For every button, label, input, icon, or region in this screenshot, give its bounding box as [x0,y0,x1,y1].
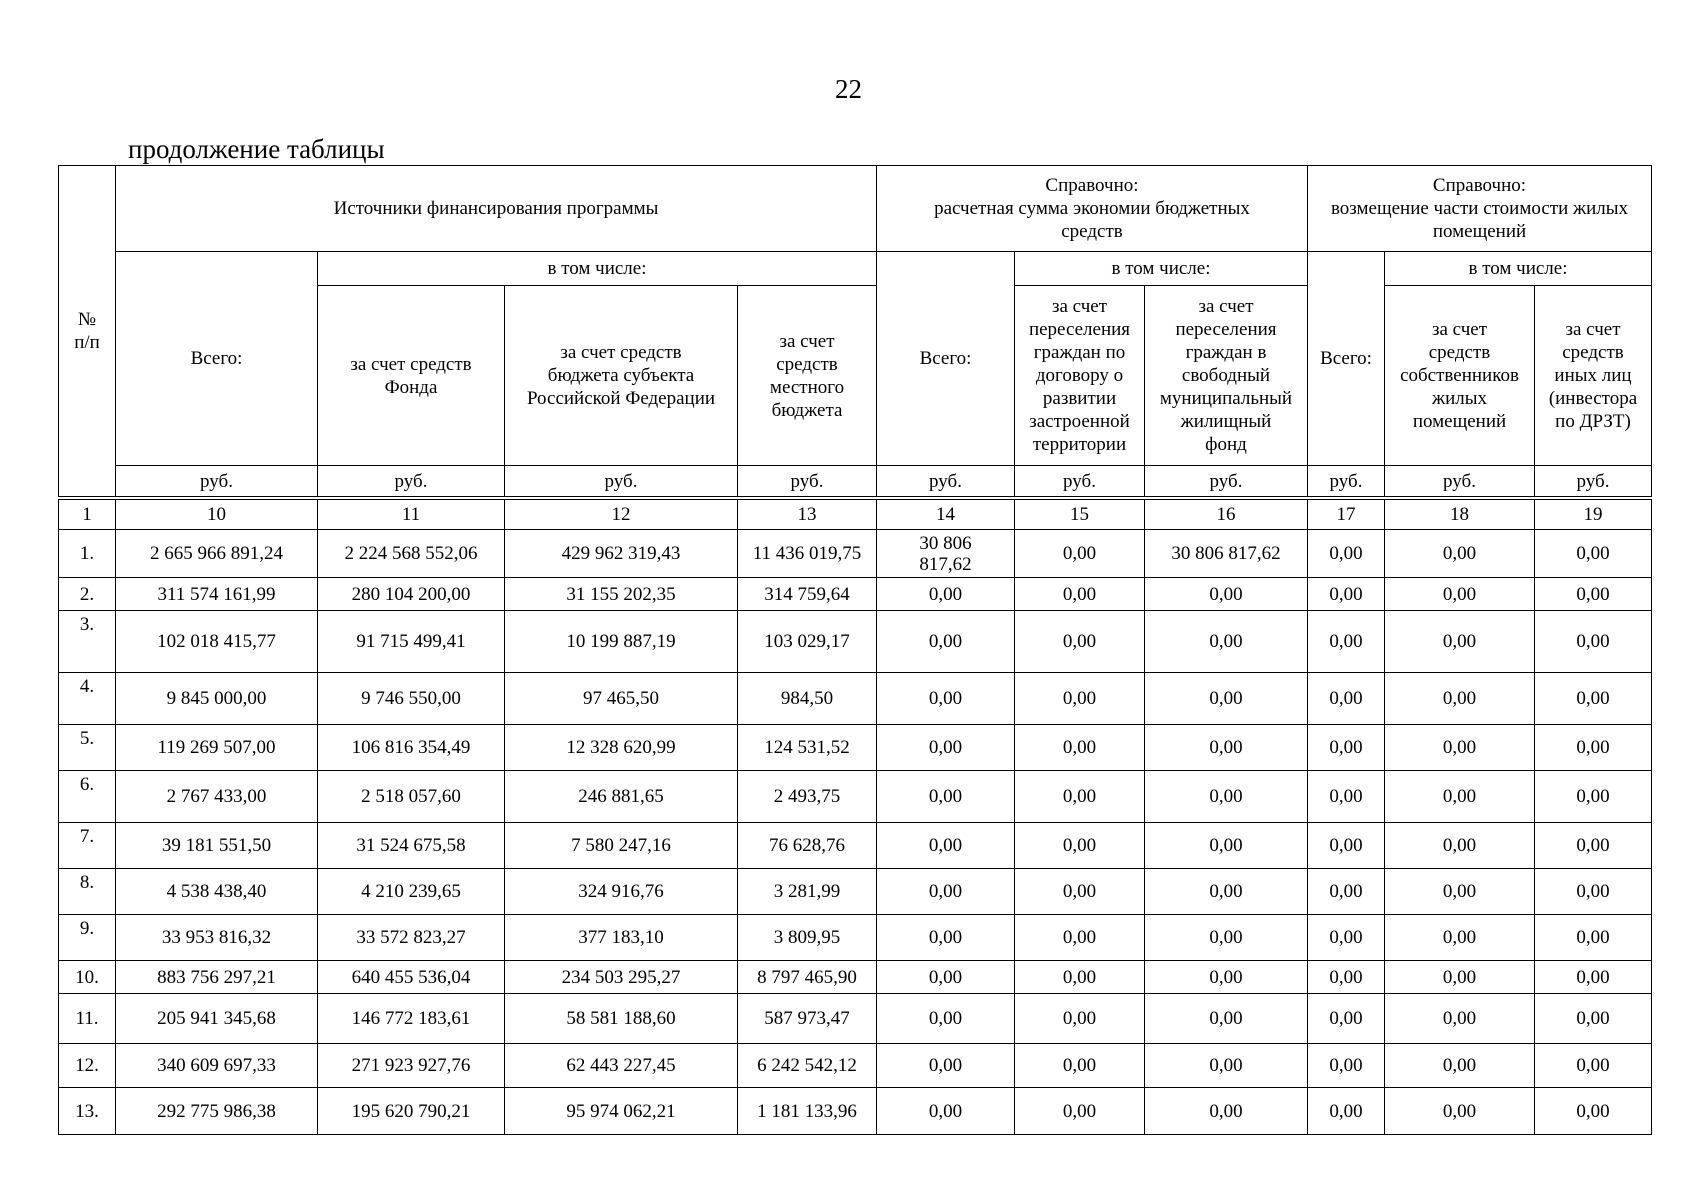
unit-cell: руб. [505,466,738,497]
row-cell: 0,00 [1308,823,1385,869]
header-local-budget: за счет средств местного бюджета [738,286,877,466]
row-cell: 0,00 [1385,673,1535,725]
row-cell: 0,00 [1535,1044,1652,1088]
row-cell: 0,00 [1308,673,1385,725]
row-cell: 0,00 [1308,1044,1385,1088]
row-cell: 2 493,75 [738,771,877,823]
header-reference-economy: Справочно: расчетная сумма экономии бюджетных средств [877,166,1308,252]
row-cell: 246 881,65 [505,771,738,823]
row-cell: 0,00 [1145,1044,1308,1088]
row-cell: 0,00 [1145,611,1308,673]
row-cell: 0,00 [1015,611,1145,673]
row-cell: 0,00 [1308,611,1385,673]
row-cell: 0,00 [1535,823,1652,869]
row-cell: 2 224 568 552,06 [318,530,505,578]
row-cell: 124 531,52 [738,725,877,771]
row-cell: 0,00 [1308,725,1385,771]
header-free-municipal: за счет переселения граждан в свободный муниципальный жилищный фонд [1145,286,1308,466]
row-number: 4. [59,673,116,725]
row-number: 2. [59,578,116,611]
header-economy-including: в том числе: [1015,252,1308,286]
table-row [59,994,1652,1044]
row-cell: 883 756 297,21 [116,961,318,994]
row-cell: 11 436 019,75 [738,530,877,578]
table-header [58,165,1652,497]
row-cell: 31 155 202,35 [505,578,738,611]
row-cell: 292 775 986,38 [116,1088,318,1135]
row-cell: 0,00 [877,915,1015,961]
row-cell: 0,00 [877,725,1015,771]
row-cell: 280 104 200,00 [318,578,505,611]
row-cell: 0,00 [1385,823,1535,869]
column-number: 1 [59,500,116,530]
row-cell: 587 973,47 [738,994,877,1044]
row-cell: 0,00 [1535,611,1652,673]
column-number: 12 [505,500,738,530]
row-cell: 0,00 [1535,869,1652,915]
header-reference-compensation: Справочно: возмещение части стоимости жилых помещений [1308,166,1652,252]
row-cell: 984,50 [738,673,877,725]
header-economy-total: Всего: [877,252,1015,466]
row-cell: 0,00 [1015,961,1145,994]
row-cell: 0,00 [1145,771,1308,823]
row-cell: 95 974 062,21 [505,1088,738,1135]
row-number: 12. [59,1044,116,1088]
row-cell: 0,00 [1308,869,1385,915]
row-cell: 0,00 [1535,725,1652,771]
row-cell: 0,00 [1015,915,1145,961]
row-cell: 0,00 [1385,725,1535,771]
column-number: 15 [1015,500,1145,530]
header-financing-sources: Источники финансирования программы [116,166,877,252]
table-row [59,823,1652,869]
row-cell: 7 580 247,16 [505,823,738,869]
row-cell: 4 538 438,40 [116,869,318,915]
header-compensation-including: в том числе: [1385,252,1652,286]
row-number: 13. [59,1088,116,1135]
row-cell: 429 962 319,43 [505,530,738,578]
row-cell: 324 916,76 [505,869,738,915]
table-row [59,961,1652,994]
unit-cell: руб. [1535,466,1652,497]
unit-cell: руб. [1015,466,1145,497]
unit-cell: руб. [877,466,1015,497]
row-cell: 0,00 [1145,994,1308,1044]
row-number: 9. [59,915,116,961]
row-cell: 0,00 [1308,1088,1385,1135]
table-row [59,915,1652,961]
row-cell: 0,00 [1385,578,1535,611]
header-owners: за счет средств собственников жилых помещений [1385,286,1535,466]
row-cell: 31 524 675,58 [318,823,505,869]
row-cell: 0,00 [1308,961,1385,994]
column-number: 13 [738,500,877,530]
row-cell: 0,00 [1145,673,1308,725]
row-cell: 9 845 000,00 [116,673,318,725]
row-cell: 0,00 [1535,771,1652,823]
row-cell: 640 455 536,04 [318,961,505,994]
row-cell: 0,00 [1015,869,1145,915]
row-cell: 0,00 [1535,530,1652,578]
row-cell: 30 806 817,62 [1145,530,1308,578]
row-cell: 0,00 [1385,1088,1535,1135]
row-cell: 119 269 507,00 [116,725,318,771]
column-number: 11 [318,500,505,530]
row-cell: 0,00 [1145,961,1308,994]
row-cell: 0,00 [1308,578,1385,611]
row-cell: 6 242 542,12 [738,1044,877,1088]
table-row [59,1044,1652,1088]
row-cell: 0,00 [1015,1044,1145,1088]
units-row [59,466,1652,497]
row-cell: 146 772 183,61 [318,994,505,1044]
row-cell: 0,00 [1015,673,1145,725]
row-number: 8. [59,869,116,915]
row-cell: 0,00 [877,994,1015,1044]
row-cell: 103 029,17 [738,611,877,673]
row-cell: 340 609 697,33 [116,1044,318,1088]
row-cell: 9 746 550,00 [318,673,505,725]
unit-cell: руб. [1308,466,1385,497]
row-cell: 0,00 [1535,994,1652,1044]
row-number: 1. [59,530,116,578]
column-number: 10 [116,500,318,530]
row-cell: 311 574 161,99 [116,578,318,611]
table-row [59,611,1652,673]
table-row [59,578,1652,611]
row-cell: 33 572 823,27 [318,915,505,961]
row-cell: 0,00 [877,1044,1015,1088]
row-cell: 0,00 [1015,823,1145,869]
row-cell: 0,00 [1385,994,1535,1044]
row-cell: 0,00 [1535,1088,1652,1135]
row-cell: 234 503 295,27 [505,961,738,994]
row-cell: 0,00 [1015,725,1145,771]
row-cell: 106 816 354,49 [318,725,505,771]
column-number: 17 [1308,500,1385,530]
row-number: 11. [59,994,116,1044]
row-cell: 0,00 [877,673,1015,725]
row-cell: 195 620 790,21 [318,1088,505,1135]
row-cell: 0,00 [1385,771,1535,823]
row-cell: 76 628,76 [738,823,877,869]
row-cell: 0,00 [1308,915,1385,961]
table-row [59,869,1652,915]
row-cell: 0,00 [1145,869,1308,915]
row-cell: 0,00 [1385,961,1535,994]
row-cell: 2 767 433,00 [116,771,318,823]
row-cell: 0,00 [877,578,1015,611]
row-cell: 0,00 [1145,1088,1308,1135]
table-row [59,1088,1652,1135]
column-number: 19 [1535,500,1652,530]
row-cell: 58 581 188,60 [505,994,738,1044]
column-number: 18 [1385,500,1535,530]
row-cell: 0,00 [1308,530,1385,578]
row-cell: 8 797 465,90 [738,961,877,994]
header-development-agreement: за счет переселения граждан по договору о развитии застроенной территории [1015,286,1145,466]
row-cell: 30 806 817,62 [877,530,1015,578]
row-cell: 12 328 620,99 [505,725,738,771]
row-cell: 3 281,99 [738,869,877,915]
row-cell: 0,00 [1385,1044,1535,1088]
header-subject-budget: за счет средств бюджета субъекта Российской Федерации [505,286,738,466]
row-cell: 10 199 887,19 [505,611,738,673]
row-cell: 0,00 [1145,725,1308,771]
row-cell: 0,00 [1535,578,1652,611]
row-cell: 0,00 [1385,530,1535,578]
row-cell: 0,00 [1015,994,1145,1044]
unit-cell: руб. [738,466,877,497]
row-cell: 97 465,50 [505,673,738,725]
row-cell: 91 715 499,41 [318,611,505,673]
row-cell: 0,00 [877,1088,1015,1135]
row-cell: 0,00 [1145,915,1308,961]
header-row-number: № п/п [59,166,116,497]
row-cell: 0,00 [877,771,1015,823]
row-cell: 0,00 [1535,673,1652,725]
row-cell: 0,00 [1385,915,1535,961]
row-cell: 0,00 [877,869,1015,915]
row-cell: 2 518 057,60 [318,771,505,823]
row-cell: 0,00 [1535,961,1652,994]
header-financing-total: Всего: [116,252,318,466]
row-cell: 0,00 [877,961,1015,994]
row-cell: 39 181 551,50 [116,823,318,869]
header-other-persons: за счет средств иных лиц (инвестора по ДРЗТ) [1535,286,1652,466]
row-cell: 0,00 [1015,578,1145,611]
row-cell: 271 923 927,76 [318,1044,505,1088]
header-compensation-total: Всего: [1308,252,1385,466]
column-number: 16 [1145,500,1308,530]
row-cell: 102 018 415,77 [116,611,318,673]
row-cell: 3 809,95 [738,915,877,961]
continuation-label: продолжение таблицы [128,134,385,164]
unit-cell: руб. [1385,466,1535,497]
unit-cell: руб. [116,466,318,497]
table-row [59,771,1652,823]
header-fund: за счет средств Фонда [318,286,505,466]
row-cell: 62 443 227,45 [505,1044,738,1088]
row-number: 7. [59,823,116,869]
header-financing-including: в том числе: [318,252,877,286]
row-cell: 0,00 [1308,771,1385,823]
page-number: 22 [835,74,862,104]
column-number: 14 [877,500,1015,530]
row-cell: 0,00 [877,823,1015,869]
table-row [59,673,1652,725]
row-number: 5. [59,725,116,771]
unit-cell: руб. [1145,466,1308,497]
row-cell: 0,00 [1535,915,1652,961]
row-cell: 0,00 [1015,1088,1145,1135]
row-cell: 33 953 816,32 [116,915,318,961]
row-cell: 205 941 345,68 [116,994,318,1044]
row-number: 10. [59,961,116,994]
row-cell: 377 183,10 [505,915,738,961]
row-cell: 2 665 966 891,24 [116,530,318,578]
row-number: 3. [59,611,116,673]
table-row [59,725,1652,771]
table-row [59,530,1652,578]
row-cell: 0,00 [1145,823,1308,869]
row-cell: 0,00 [1015,771,1145,823]
row-cell: 0,00 [1015,530,1145,578]
column-numbers-row [59,500,1652,530]
row-cell: 1 181 133,96 [738,1088,877,1135]
row-number: 6. [59,771,116,823]
row-cell: 314 759,64 [738,578,877,611]
unit-cell: руб. [318,466,505,497]
row-cell: 0,00 [1385,611,1535,673]
data-table [58,499,1652,1135]
row-cell: 0,00 [877,611,1015,673]
row-cell: 0,00 [1308,994,1385,1044]
row-cell: 0,00 [1385,869,1535,915]
row-cell: 0,00 [1145,578,1308,611]
row-cell: 4 210 239,65 [318,869,505,915]
